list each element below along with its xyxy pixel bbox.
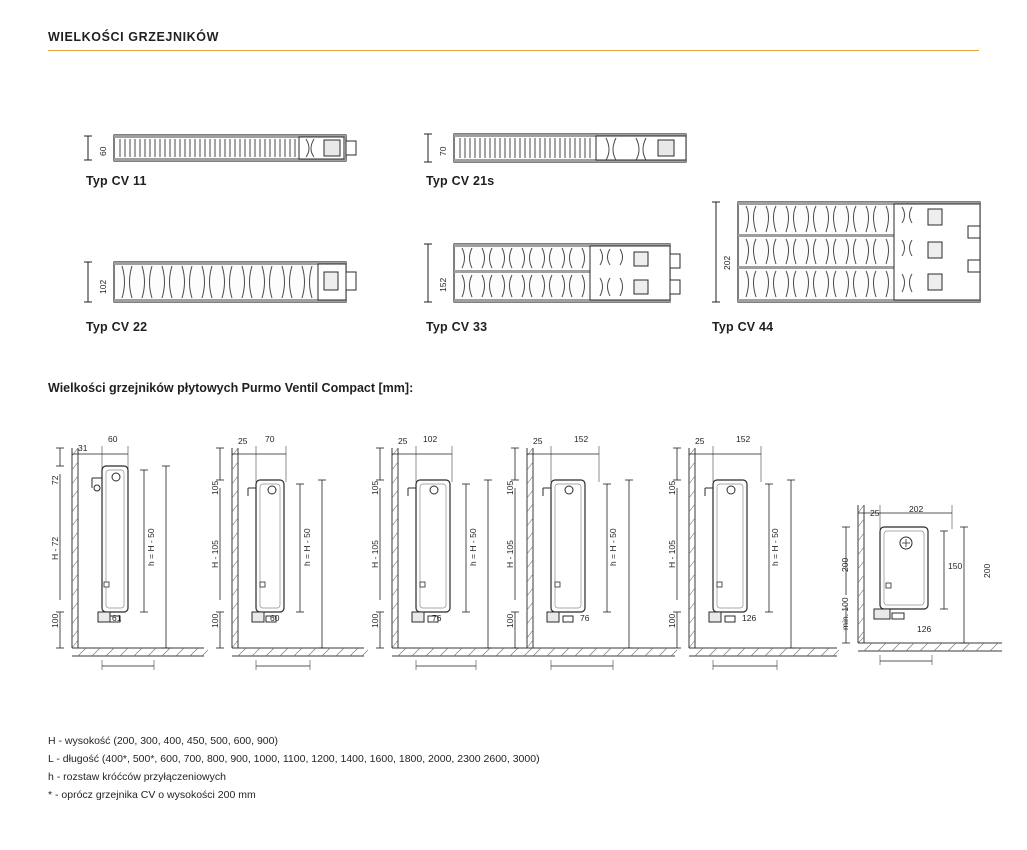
dim-cv21s-top-right: 70 — [265, 434, 275, 444]
dim-cv33-bottom: 76 — [580, 613, 590, 623]
dim-cv22-depth: 102 — [98, 279, 108, 294]
dim-cv44s-top-right: 152 — [736, 434, 751, 444]
dim-cv11-top-left: 31 — [78, 443, 88, 453]
dim-cv33-left-top: 105 — [505, 480, 515, 495]
dim-cv44d-bottom: 126 — [917, 624, 932, 634]
dim-cv44d-right-outer: 200 — [982, 563, 992, 578]
dim-cv33-top-left: 25 — [533, 436, 543, 446]
dim-cv44d-top-left: 25 — [870, 508, 880, 518]
dim-cv21s-left-bottom: 100 — [210, 613, 220, 628]
label-cv21s: Typ CV 21s — [426, 174, 495, 188]
dim-cv33-left-bottom: 100 — [505, 613, 515, 628]
label-cv44: Typ CV 44 — [712, 320, 774, 334]
dim-cv44d-left-upper: 200 — [840, 557, 850, 572]
dim-cv22-right-h: h = H - 50 — [468, 528, 478, 566]
footnote-spacing: h - rozstaw króćców przyłączeniowych — [48, 771, 226, 783]
dim-cv21s-bottom: 60 — [270, 613, 280, 623]
dim-cv33-left-mid: H - 105 — [505, 540, 515, 568]
dim-cv33-depth: 152 — [438, 277, 448, 292]
dim-cv44-depth: 202 — [722, 255, 732, 270]
dim-cv44d-left-lower: min. 100 — [840, 597, 850, 630]
dim-cv44d-right-inner: 150 — [948, 561, 963, 571]
dim-cv33-top-right: 152 — [574, 434, 589, 444]
diagram-cv33-section — [420, 240, 700, 312]
figure-cv21s-dimensions — [208, 430, 368, 670]
dim-cv11-left-bottom: 100 — [50, 613, 60, 628]
figure-cv44-dimensions — [665, 430, 840, 670]
dim-cv21s-left-mid: H - 105 — [210, 540, 220, 568]
label-cv11: Typ CV 11 — [86, 174, 147, 188]
dim-cv21s-right-h: h = H - 50 — [302, 528, 312, 566]
dim-cv44d-top-right: 202 — [909, 504, 924, 514]
dim-cv11-left-top: 72 — [50, 475, 60, 485]
footnote-length: L - długość (400*, 500*, 600, 700, 800, 900, 1000, 1100, 1200, 1400, 1600, 1800, 2000, 2300 2600, 3000) — [48, 753, 540, 765]
dim-cv21s-top-left: 25 — [238, 436, 248, 446]
dim-cv44s-left-mid: H - 105 — [667, 540, 677, 568]
dim-cv44s-bottom: 126 — [742, 613, 757, 623]
dim-cv33-right-h: h = H - 50 — [608, 528, 618, 566]
section-title-dimensions: Wielkości grzejników płytowych Purmo Ventil Compact [mm]: — [48, 381, 414, 395]
label-cv33: Typ CV 33 — [426, 320, 488, 334]
diagram-cv44-section — [706, 196, 991, 312]
dim-cv44s-right-h: h = H - 50 — [770, 528, 780, 566]
diagram-cv21s-section — [420, 128, 710, 172]
dim-cv22-left-top: 105 — [370, 480, 380, 495]
dim-cv22-top-right: 102 — [423, 434, 438, 444]
dim-cv11-bottom: 61 — [112, 613, 122, 623]
dim-cv22-bottom: 76 — [432, 613, 442, 623]
label-cv22: Typ CV 22 — [86, 320, 148, 334]
dim-cv11-depth: 60 — [98, 146, 108, 156]
footnote-exception: * - oprócz grzejnika CV o wysokości 200 mm — [48, 789, 256, 801]
dim-cv21s-left-top: 105 — [210, 480, 220, 495]
diagram-cv22-section — [80, 258, 370, 310]
page-title: WIELKOŚCI GRZEJNIKÓW — [48, 30, 220, 44]
dim-cv11-left-mid: H - 72 — [50, 536, 60, 560]
figure-cv11-dimensions — [48, 430, 208, 670]
header-divider — [48, 50, 979, 51]
dim-cv21s-depth: 70 — [438, 146, 448, 156]
figure-cv33-dimensions — [503, 430, 678, 670]
footnote-height: H - wysokość (200, 300, 400, 450, 500, 600, 900) — [48, 735, 278, 747]
diagram-cv11-section — [80, 128, 370, 172]
dim-cv44s-top-left: 25 — [695, 436, 705, 446]
figure-cv44-detail — [832, 495, 1007, 665]
dim-cv44s-left-bottom: 100 — [667, 613, 677, 628]
dim-cv11-top-right: 60 — [108, 434, 118, 444]
dim-cv22-left-bottom: 100 — [370, 613, 380, 628]
dim-cv22-left-mid: H - 105 — [370, 540, 380, 568]
dim-cv44s-left-top: 105 — [667, 480, 677, 495]
dim-cv22-top-left: 25 — [398, 436, 408, 446]
dim-cv11-right-h: h = H - 50 — [146, 528, 156, 566]
